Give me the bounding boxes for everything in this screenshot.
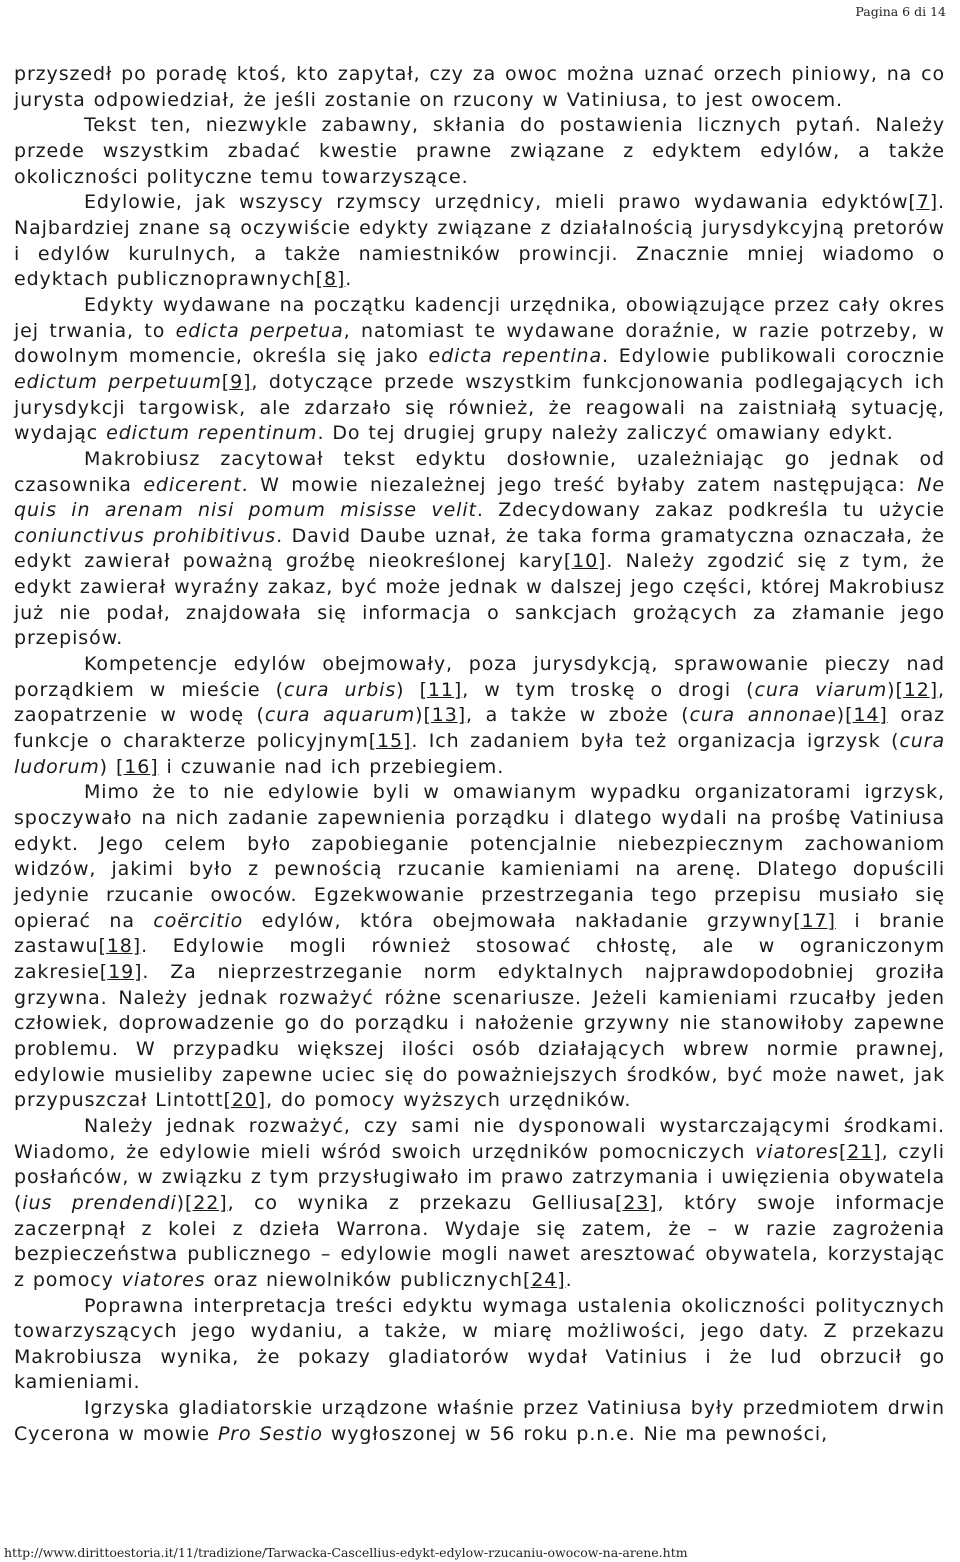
paragraph xyxy=(14,1114,945,1294)
text-run: ) xyxy=(415,704,424,727)
text-run: , co wynika z przekazu Gelliusa xyxy=(227,1191,615,1214)
text-run: . W mowie niezależnej jego treść byłaby zatem następująca: xyxy=(241,473,918,496)
italic-text: Ne quis in arenam nisi pomum misisse velit xyxy=(14,473,945,522)
text-run: , czyli posłańców, w związku z tym przysługiwało im prawo zatrzymania i uwięzienia obywatela ( xyxy=(14,1140,945,1214)
text-run: wygłoszonej w 56 roku p.n.e. Nie ma pewności, xyxy=(322,1422,829,1445)
paragraph xyxy=(14,113,945,190)
text-run: Edykty wydawane na początku kadencji urzędnika, obowiązujące przez cały okres jej trwania, to xyxy=(14,293,945,342)
footnote-link[interactable]: [7] xyxy=(908,191,939,214)
footnote-link[interactable]: [23] xyxy=(614,1191,658,1214)
text-run: , do pomocy wyższych urzędników. xyxy=(266,1089,632,1112)
page-url-footer: http://www.dirittoestoria.it/11/tradizione/Tarwacka-Cascellius-edykt-edylow-rzucaniu-owocow-na-arene.htm xyxy=(4,1545,688,1560)
italic-text: edicta repentina xyxy=(428,345,603,368)
italic-text: edicerent xyxy=(143,473,242,496)
italic-text: Pro Sestio xyxy=(217,1422,323,1445)
italic-text: ius prendendi xyxy=(22,1191,177,1214)
text-run: . Za nieprzestrzeganie norm edyktalnych najprawdopodobniej groziła grzywna. Należy jednak rozważyć różne scenariusze. Jeżeli kamieniami rzucałby jeden człowiek, doprowadzenie go do porządku i nałożenie grzywny nie stanowiłoby zapewne problemu. W przypadku większej ilości osób działających wbrew normie prawnej, edylowie musieliby zapewne uciec się do poważniejszych środków, być może nawet, jak przypuszczał Lintott xyxy=(14,960,945,1112)
italic-text: edicta perpetua xyxy=(175,319,344,342)
footnote-link[interactable]: [8] xyxy=(315,268,346,291)
text-run: , zaopatrzenie w wodę ( xyxy=(14,678,945,727)
italic-text: viatores xyxy=(121,1268,206,1291)
text-run: . Należy zgodzić się z tym, że edykt zawierał wyraźny zakaz, być może jednak w dalszej jego części, której Makrobiusz już nie podał, znajdowała się informacja o sankcjach grożących za złamanie jego przepisów. xyxy=(14,550,945,650)
text-run: , który swoje informacje zaczerpnął z kolei z dzieła Warrona. Wydaje się zatem, że – w razie zagrożenia bezpieczeństwa publicznego – edylowie mogli nawet aresztować obywatela, korzystając z pomocy xyxy=(14,1191,945,1291)
text-run: Mimo że to nie edylowie byli w omawianym wypadku organizatorami igrzysk, spoczywało na nich zadanie zapewnienia porządku i dlatego wydali na prośbę Vatiniusa edykt. Jego celem było zapobieganie potencjalnie niebezpiecznym zachowaniom widzów, jakimi było z pewnością rzucanie kamieniami na arenę. Dlatego dopuścili jedynie rzucanie owoców. Egzekwowanie przestrzegania tego przepisu musiało się opierać na xyxy=(14,781,945,932)
footnote-link[interactable]: [17] xyxy=(793,909,836,932)
article-body xyxy=(14,62,945,1447)
italic-text: coërcitio xyxy=(153,909,244,932)
text-run: oraz niewolników publicznych xyxy=(205,1268,523,1291)
italic-text: viatores xyxy=(755,1140,839,1163)
text-run: Edylowie, jak wszyscy rzymscy urzędnicy, mieli prawo wydawania edyktów xyxy=(84,191,909,214)
footnote-link[interactable]: [12] xyxy=(895,678,939,701)
text-run: . xyxy=(565,1268,573,1291)
text-run: . Ich zadaniem była też organizacja igrzysk ( xyxy=(411,730,900,753)
text-run: Należy jednak rozważyć, czy sami nie dysponowali wystarczającymi środkami. Wiadomo, że edylowie mieli wśród swoich urzędników pomocniczych xyxy=(14,1114,945,1163)
italic-text: cura urbis xyxy=(283,678,397,701)
text-run: i branie zastawu xyxy=(14,909,945,958)
text-run: . Zdecydowany zakaz podkreśla tu użycie xyxy=(476,499,945,522)
text-run: przyszedł po poradę ktoś, kto zapytał, czy za owoc można uznać orzech piniowy, na co jurysta odpowiedział, że jeśli zostanie on rzucony w Vatiniusa, to jest owocem. xyxy=(14,63,945,111)
text-run: Tekst ten, niezwykle zabawny, skłania do postawienia licznych pytań. Należy przede wszystkim zbadać kwestie prawne związane z edyktem edylów, a także okoliczności polityczne temu towarzyszące. xyxy=(14,114,945,188)
italic-text: edictum repentinum xyxy=(106,422,318,445)
paragraph xyxy=(14,293,945,447)
text-run: ) xyxy=(99,755,116,778)
italic-text: cura aquarum xyxy=(264,704,416,727)
footnote-link[interactable]: [24] xyxy=(522,1268,566,1291)
text-run: ) xyxy=(887,678,896,701)
footnote-link[interactable]: [13] xyxy=(423,704,467,727)
italic-text: edictum perpetuum xyxy=(14,370,222,393)
text-run: . xyxy=(345,268,353,291)
paragraph xyxy=(14,1294,945,1397)
paragraph xyxy=(14,62,945,113)
text-run: edylów, która obejmowała nakładanie grzywny xyxy=(243,909,794,932)
page-number: Pagina 6 di 14 xyxy=(855,4,946,19)
paragraph xyxy=(14,190,945,293)
text-run: , dotyczące przede wszystkim funkcjonowania podlegających ich jurysdykcji targowisk, ale zdarzało się również, że reagowali na zaistniałą sytuację, wydając xyxy=(14,370,945,445)
text-run: . David Daube uznał, że taka forma gramatyczna oznaczała, że edykt zawierał poważną groźbę nieokreślonej kary xyxy=(14,524,945,573)
text-run: Poprawna interpretacja treści edyktu wymaga ustalenia okoliczności politycznych towarzyszących jego wydaniu, a także, w miarę możliwości, jego daty. Z przekazu Makrobiusza wynika, że pokazy gladiatorów wydał Vatinius i że lud obrzucił go kamieniami. xyxy=(14,1294,945,1394)
text-run: ) xyxy=(836,704,846,727)
paragraph xyxy=(14,447,945,652)
italic-text: cura ludorum xyxy=(14,730,945,778)
footnote-link[interactable]: [9] xyxy=(221,370,252,393)
footnote-link[interactable]: [22] xyxy=(184,1191,228,1214)
text-run: ) xyxy=(176,1191,185,1214)
footnote-link[interactable]: [21] xyxy=(838,1140,882,1163)
text-run: . Edylowie mogli również stosować chłostę, ale w ograniczonym zakresie xyxy=(14,935,945,983)
paragraph xyxy=(14,780,945,1114)
text-run: ) xyxy=(396,678,420,701)
paragraph xyxy=(14,652,945,780)
footnote-link[interactable]: [19] xyxy=(99,960,143,983)
text-run: oraz funkcje o charakterze policyjnym xyxy=(14,704,946,753)
footnote-link[interactable]: [20] xyxy=(223,1089,267,1112)
text-run: , a także w zboże ( xyxy=(466,704,690,727)
text-run: , natomiast te wydawane doraźnie, w razie potrzeby, w dowolnym momencie, określa się jako xyxy=(14,319,945,368)
text-run: Igrzyska gladiatorskie urządzone właśnie przez Vatiniusa były przedmiotem drwin Cycerona w mowie xyxy=(14,1397,945,1445)
footnote-link[interactable]: [16] xyxy=(115,755,159,778)
footnote-link[interactable]: [18] xyxy=(98,935,142,958)
text-run: , w tym troskę o drogi ( xyxy=(462,678,755,701)
text-run: . Najbardziej znane są oczywiście edykty związane z działalnością jurysdykcyjną pretorów i edylów kurulnych, a także namiestników prowincji. Znacznie mniej wiadomo o edyktach publicznoprawnych xyxy=(14,191,945,291)
footnote-link[interactable]: [10] xyxy=(563,550,607,573)
footnote-link[interactable]: [15] xyxy=(368,730,412,753)
paragraph xyxy=(14,1396,945,1447)
text-run: . Edylowie publikowali corocznie xyxy=(602,345,946,368)
text-run: i czuwanie nad ich przebiegiem. xyxy=(158,755,505,778)
italic-text: cura annonae xyxy=(689,704,837,727)
italic-text: coniunctivus prohibitivus xyxy=(14,524,277,547)
text-run: Makrobiusz zacytował tekst edyktu dosłownie, uzależniając go jednak od czasownika xyxy=(14,447,945,496)
text-run: . Do tej drugiej grupy należy zaliczyć omawiany edykt. xyxy=(317,422,894,445)
italic-text: cura viarum xyxy=(754,678,888,701)
footnote-link[interactable]: [14] xyxy=(845,704,888,727)
footnote-link[interactable]: [11] xyxy=(419,678,463,701)
text-run: Kompetencje edylów obejmowały, poza jurysdykcją, sprawowanie pieczy nad porządkiem w mieście ( xyxy=(14,653,945,701)
